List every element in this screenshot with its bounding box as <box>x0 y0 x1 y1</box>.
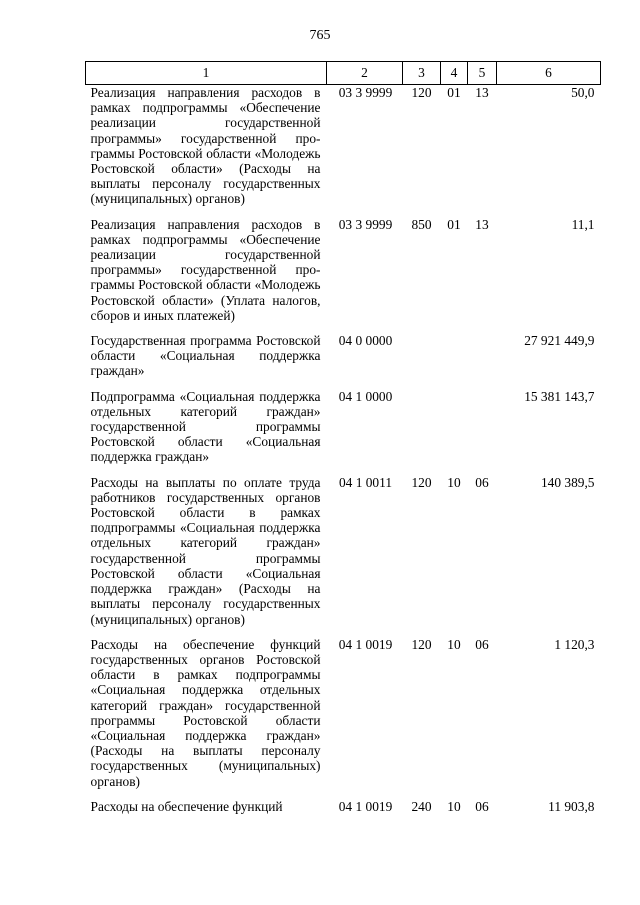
row-amount: 11,1 <box>571 216 595 232</box>
table-row <box>86 217 601 333</box>
table-row <box>86 637 601 799</box>
row-target-code: 04 1 0000 <box>338 388 393 404</box>
row-amount: 11 903,8 <box>548 798 595 814</box>
page-number: 765 <box>309 28 331 43</box>
row-section: 01 <box>447 85 461 100</box>
row-target-code: 03 3 9999 <box>338 85 393 100</box>
table-row <box>86 475 601 637</box>
table-row <box>86 333 601 389</box>
row-target-code: 04 1 0019 <box>338 636 393 652</box>
column-header-4: 4 <box>441 62 468 85</box>
row-subsection: 06 <box>475 798 489 814</box>
row-expense-type <box>403 333 441 389</box>
row-amount: 1 120,3 <box>554 636 595 652</box>
row-description: Расходы на обеспечение функций <box>90 798 283 814</box>
column-header-5: 5 <box>468 62 497 85</box>
row-amount: 27 921 449,9 <box>524 333 595 349</box>
column-header-3: 3 <box>403 62 441 85</box>
row-section: 10 <box>447 474 461 490</box>
row-subsection <box>468 333 497 389</box>
row-description: Расходы на обеспечение функций государственных органов Ростовской области в рамках подпрограммы «Социальная поддержка отдельных категорий граждан» государственной программы Ростовской области «Социальная поддержка граждан» (Расходы на выплаты персоналу государственных (муниципальных) органов) <box>90 636 321 789</box>
row-expense-type: 120 <box>411 474 432 490</box>
row-expense-type <box>403 389 441 475</box>
row-section: 01 <box>447 216 461 232</box>
row-description: Государственная программа Ростовской области «Социальная поддержка граждан» <box>90 333 321 379</box>
table-row <box>86 85 601 217</box>
row-section: 10 <box>447 636 461 652</box>
row-section: 10 <box>447 798 461 814</box>
column-header-2: 2 <box>327 62 403 85</box>
row-subsection: 06 <box>475 474 489 490</box>
row-subsection <box>468 389 497 475</box>
row-expense-type: 240 <box>411 798 432 814</box>
row-subsection: 06 <box>475 636 489 652</box>
row-section <box>441 389 468 475</box>
row-expense-type: 120 <box>411 85 432 100</box>
row-expense-type: 850 <box>411 216 432 232</box>
table-row <box>86 799 601 824</box>
row-description: Реализация направления расходов в рамках подпрограммы «Обеспечение реализации государственной программы» государственной программы Ростовской области «Молодежь Ростовской области» (Расходы на выплаты персоналу государственных (муниципальных) органов) <box>90 85 321 207</box>
table-row <box>86 389 601 475</box>
row-description: Расходы на выплаты по оплате труда работников государственных органов Ростовской области в рамках подпрограммы «Социальная поддержка отдельных категорий граждан» государственной программы Ростовской области «Социальная поддержка граждан» (Расходы на выплаты персоналу государственных (муниципальных) органов) <box>90 474 321 627</box>
row-subsection: 13 <box>475 85 489 100</box>
row-subsection: 13 <box>475 216 489 232</box>
column-header-6: 6 <box>497 62 601 85</box>
row-amount: 15 381 143,7 <box>524 388 595 404</box>
row-target-code: 04 0 0000 <box>338 333 393 349</box>
row-expense-type: 120 <box>411 636 432 652</box>
table-header-row <box>86 62 601 85</box>
row-target-code: 03 3 9999 <box>338 216 393 232</box>
budget-table <box>85 61 601 824</box>
row-amount: 140 389,5 <box>540 474 595 490</box>
row-description: Подпрограмма «Социальная поддержка отдельных категорий граждан» государственной программы Ростовской области «Социальная поддержка граждан» <box>90 388 321 465</box>
row-description: Реализация направления расходов в рамках подпрограммы «Обеспечение реализации государственной программы» государственной программы Ростовской области «Молодежь Ростовской области» (Уплата налогов, сборов и иных платежей) <box>90 216 321 323</box>
row-amount: 50,0 <box>571 85 595 100</box>
column-header-1: 1 <box>86 62 327 85</box>
row-section <box>441 333 468 389</box>
row-target-code: 04 1 0019 <box>338 798 393 814</box>
row-target-code: 04 1 0011 <box>338 474 393 490</box>
